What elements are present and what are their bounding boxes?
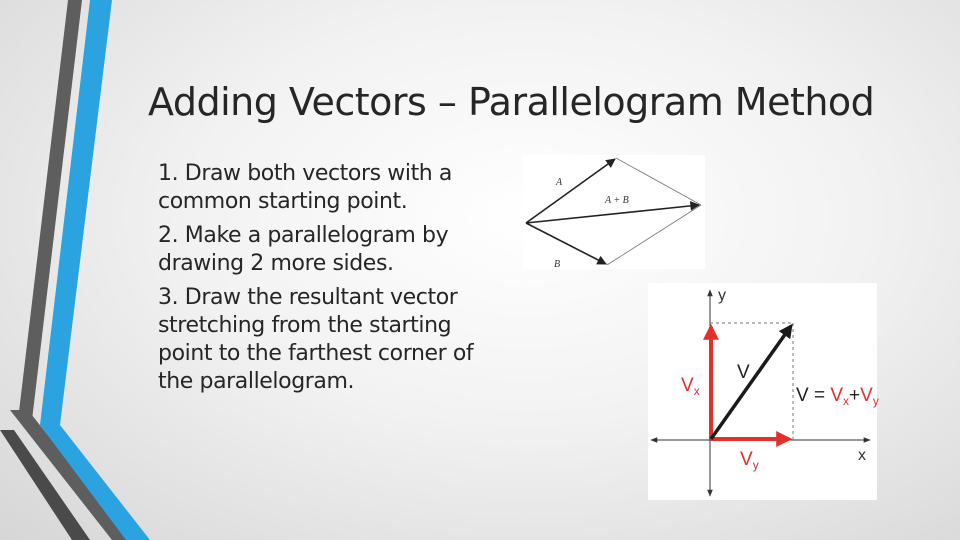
step-1: 1. Draw both vectors with a common starting point. (158, 161, 453, 214)
vy-label: $V_y$ (740, 449, 759, 472)
vector-v-label: V (737, 362, 750, 383)
resultant-vector-arrow (711, 326, 791, 439)
label-sum: A + B (605, 195, 629, 206)
axis-x-label: x (858, 447, 866, 464)
equation-label: $V = V_x+V_y$ (796, 385, 879, 408)
steps-list (158, 160, 498, 402)
resultant-arrow (526, 205, 699, 223)
label-b: B (554, 259, 561, 270)
parallelogram-diagram (523, 155, 705, 269)
slide-title: Adding Vectors – Parallelogram Method (148, 80, 875, 124)
components-diagram (648, 283, 877, 500)
left-decoration (0, 0, 140, 540)
label-a: A (556, 177, 563, 188)
vx-label: $V_x$ (681, 375, 700, 398)
parallelogram-side-bottom (607, 205, 701, 265)
step-2: 2. Make a parallelogram by drawing 2 more sides. (158, 223, 449, 276)
vector-a-arrow (526, 159, 615, 223)
blue-stripe-lower (40, 425, 150, 540)
step-3: 3. Draw the resultant vector stretching from the starting point to the farthest corner of the parallelogram. (158, 285, 474, 394)
vector-b-arrow (526, 223, 606, 264)
axis-y-label: y (718, 287, 726, 304)
